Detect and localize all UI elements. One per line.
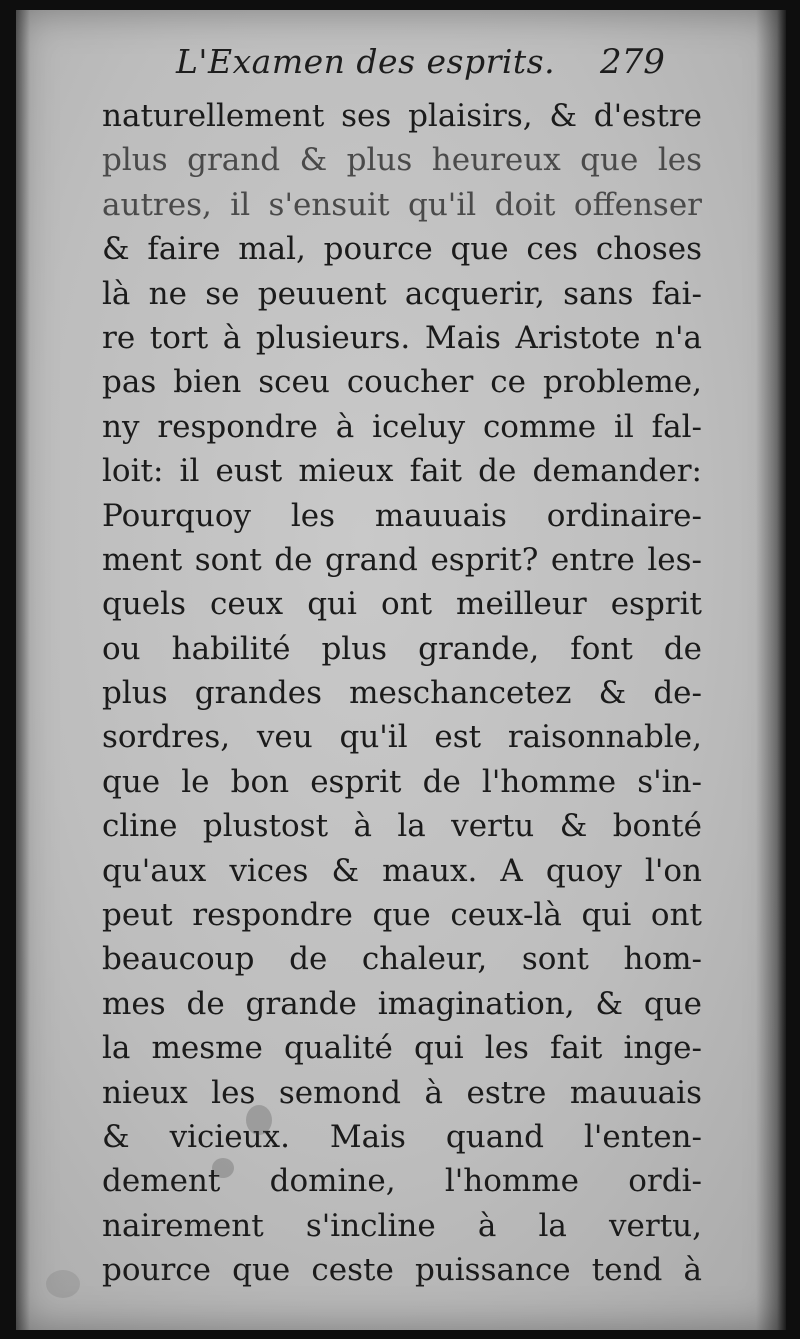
- book-gutter-shadow: [756, 10, 786, 1330]
- text-line: peut respondre que ceux-là qui ont: [102, 897, 702, 934]
- book-page: [16, 10, 786, 1330]
- text-line: dement domine, l'homme ordi-: [102, 1163, 702, 1200]
- page-number: 279: [600, 42, 665, 82]
- text-line: sordres, veu qu'il est raisonnable,: [102, 719, 702, 756]
- text-line: qu'aux vices & maux. A quoy l'on: [102, 852, 702, 889]
- ink-blot: [246, 1105, 272, 1135]
- page-left-edge-shadow: [16, 10, 30, 1330]
- text-line: re tort à plusieurs. Mais Aristote n'a: [102, 319, 702, 356]
- text-line: autres, il s'ensuit qu'il doit offenser: [102, 186, 702, 223]
- text-line: là ne se peuuent acquerir, sans fai-: [102, 275, 702, 312]
- text-line: nairement s'incline à la vertu,: [102, 1207, 702, 1244]
- text-line: & vicieux. Mais quand l'enten-: [102, 1118, 702, 1155]
- text-line: & faire mal, pource que ces choses: [102, 231, 702, 268]
- text-line: mes de grande imagination, & que: [102, 985, 702, 1022]
- page-stain: [46, 1270, 80, 1298]
- text-line: la mesme qualité qui les fait inge-: [102, 1030, 702, 1067]
- text-line: ment sont de grand esprit? entre les-: [102, 541, 702, 578]
- text-line: quels ceux qui ont meilleur esprit: [102, 586, 702, 623]
- text-line: pas bien sceu coucher ce probleme,: [102, 364, 702, 401]
- text-line: Pourquoy les mauuais ordinaire-: [102, 497, 702, 534]
- text-line: que le bon esprit de l'homme s'in-: [102, 763, 702, 800]
- text-line: loit: il eust mieux fait de demander:: [102, 453, 702, 490]
- running-title: L'Examen des esprits.: [176, 42, 556, 81]
- ink-blot: [212, 1158, 234, 1178]
- text-line: beaucoup de chaleur, sont hom-: [102, 941, 702, 978]
- text-line: nieux les semond à estre mauuais: [102, 1074, 702, 1111]
- page-header: [16, 42, 786, 90]
- text-line: ny respondre à iceluy comme il fal-: [102, 408, 702, 445]
- text-line: cline plustost à la vertu & bonté: [102, 808, 702, 845]
- text-line: pource que ceste puissance tend à: [102, 1252, 702, 1289]
- text-line: ou habilité plus grande, font de: [102, 630, 702, 667]
- text-line: plus grand & plus heureux que les: [102, 142, 702, 179]
- text-line: plus grandes meschancetez & de-: [102, 675, 702, 712]
- page-body-text: [102, 94, 702, 1293]
- text-line: naturellement ses plaisirs, & d'estre: [102, 98, 702, 134]
